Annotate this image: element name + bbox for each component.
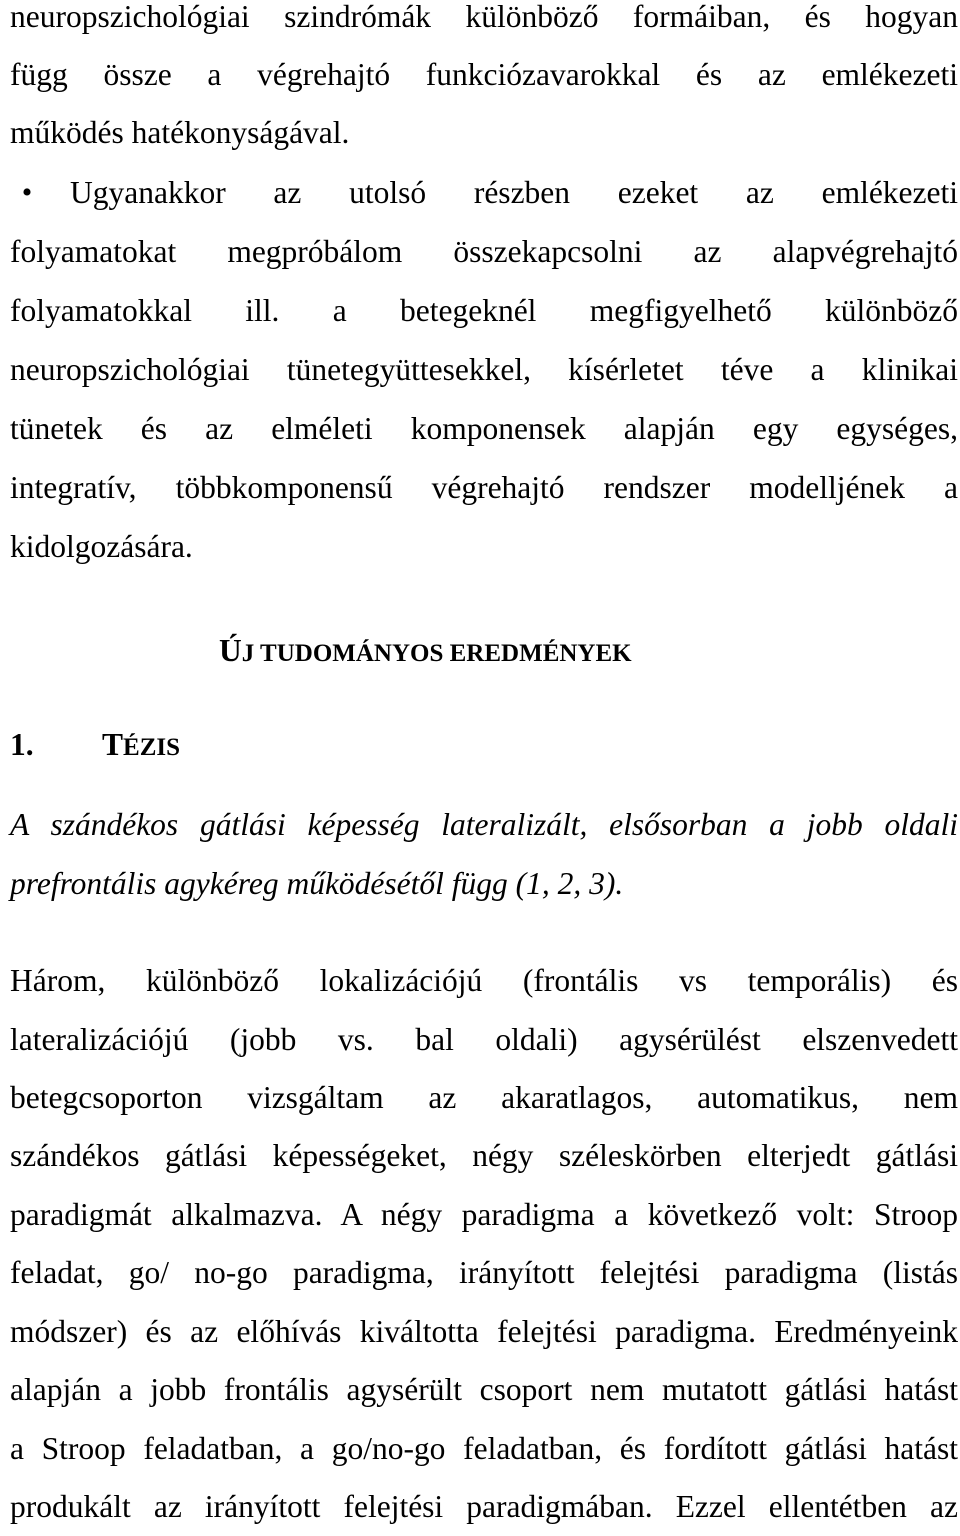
thesis-heading [10,716,180,774]
section-heading [219,622,632,680]
thesis-number: 1. [10,727,34,762]
body-line: feladat, go/ no-go paradigma, irányított felejtési paradigma (listás [10,1255,958,1290]
bullet-line: integratív, többkomponensű végrehajtó rendszer modelljének a [10,470,958,505]
section-heading-initial: Ú [219,633,242,668]
intro-line: neuropszichológiai szindrómák különböző formáiban, és hogyan [10,0,958,34]
thesis-title-rest: ÉZIS [123,734,180,761]
body-line: lateralizációjú (jobb vs. bal oldali) agysérülést elszenvedett [10,1022,958,1057]
thesis-statement-line: A szándékos gátlási képesség lateralizált, elsősorban a jobb oldali [10,807,958,842]
bullet-icon: • [21,176,33,209]
section-heading-rest: J TUDOMÁNYOS EREDMÉNYEK [241,640,632,667]
body-line: alapján a jobb frontális agysérült csoport nem mutatott gátlási hatást [10,1372,958,1407]
bullet-line: folyamatokat megpróbálom összekapcsolni az alapvégrehajtó [10,234,958,269]
body-line: módszer) és az előhívás kiváltotta felejtési paradigma. Eredményeink [10,1314,958,1349]
body-line: szándékos gátlási képességeket, négy széleskörben elterjedt gátlási [10,1138,958,1173]
bullet-line: tünetek és az elméleti komponensek alapján egy egységes, [10,411,958,446]
bullet-line: Ugyanakkor az utolsó részben ezeket az emlékezeti [70,175,958,210]
thesis-statement-line: prefrontális agykéreg működésétől függ (1, 2, 3). [10,866,624,901]
bullet-line: kidolgozására. [10,529,193,564]
bullet-line: folyamatokkal ill. a betegeknél megfigyelhető különböző [10,293,958,328]
body-line: betegcsoporton vizsgáltam az akaratlagos, automatikus, nem [10,1080,958,1115]
bullet-line: neuropszichológiai tünetegyüttesekkel, kísérletet téve a klinikai [10,352,958,387]
body-line: Három, különböző lokalizációjú (frontális vs temporális) és [10,963,958,998]
thesis-title-initial: T [102,727,124,762]
body-line: paradigmát alkalmazva. A négy paradigma a következő volt: Stroop [10,1197,958,1232]
intro-line: működés hatékonyságával. [10,115,350,150]
body-line: a Stroop feladatban, a go/no-go feladatban, és fordított gátlási hatást [10,1431,958,1466]
intro-line: függ össze a végrehajtó funkciózavarokkal és az emlékezeti [10,57,958,92]
body-line: produkált az irányított felejtési paradigmában. Ezzel ellentétben az [10,1489,958,1524]
